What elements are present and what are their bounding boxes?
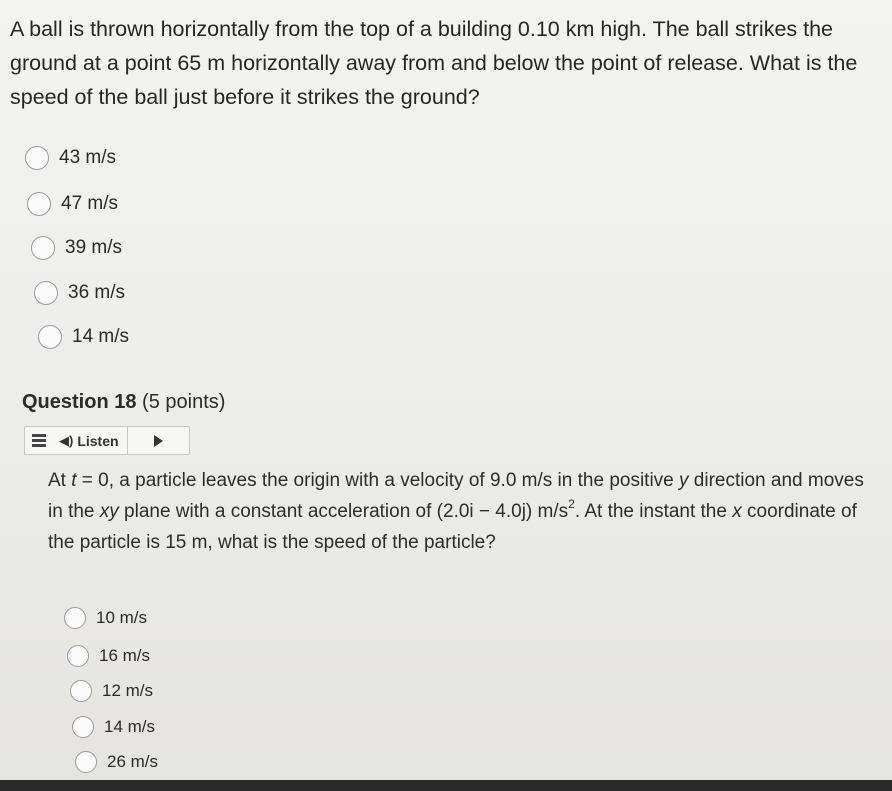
radio-button-icon[interactable] [34, 281, 58, 305]
screen-bottom-edge [0, 780, 892, 791]
q18-option-5[interactable] [75, 751, 158, 773]
q17-option-3[interactable] [31, 236, 122, 260]
q18-option-2-label: 16 m/s [99, 646, 151, 665]
q17-option-4[interactable] [34, 281, 125, 305]
question-17-text: A ball is thrown horizontally from the top of a building 0.10 km high. The ball strikes the ground at a point 65 m horizontally away from and below the point of release. What is the speed of the ball just before it strikes the ground? [10, 17, 858, 109]
q17-option-3-label: 39 m/s [65, 237, 123, 258]
q17-option-2-label: 47 m/s [61, 193, 119, 214]
play-icon [154, 435, 163, 447]
q17-option-1-label: 43 m/s [59, 147, 117, 168]
listen-button[interactable] [53, 427, 128, 454]
q18-option-4[interactable] [72, 716, 155, 738]
q17-option-4-label: 36 m/s [68, 282, 126, 303]
q18-option-4-label: 14 m/s [104, 717, 156, 736]
radio-button-icon[interactable] [27, 192, 51, 216]
listen-toolbar [24, 426, 190, 455]
hamburger-menu-icon[interactable] [25, 427, 53, 454]
q17-option-5-label: 14 m/s [72, 326, 130, 347]
radio-button-icon[interactable] [31, 236, 55, 260]
radio-button-icon[interactable] [67, 645, 89, 667]
radio-button-icon[interactable] [64, 607, 86, 629]
q18-option-3[interactable] [70, 680, 153, 702]
listen-label: Listen [77, 432, 119, 449]
q17-option-2[interactable] [27, 192, 118, 216]
question-18-points: (5 points) [142, 391, 226, 413]
radio-button-icon[interactable] [75, 751, 97, 773]
radio-button-icon[interactable] [25, 146, 49, 170]
q17-option-5[interactable] [38, 325, 129, 349]
q18-option-5-label: 26 m/s [107, 752, 159, 771]
radio-button-icon[interactable] [38, 325, 62, 349]
radio-button-icon[interactable] [72, 716, 94, 738]
q18-option-1[interactable] [64, 607, 147, 629]
radio-button-icon[interactable] [70, 680, 92, 702]
question-18-header [22, 391, 225, 414]
q18-option-1-label: 10 m/s [96, 608, 148, 627]
q17-option-1[interactable] [25, 146, 116, 170]
q18-option-3-label: 12 m/s [102, 681, 154, 700]
q18-option-2[interactable] [67, 645, 150, 667]
play-button[interactable] [128, 427, 189, 454]
question-18-title: Question 18 [22, 391, 137, 413]
question-18-text: At t = 0, a particle leaves the origin with a velocity of 9.0 m/s in the positive y direction and moves in the xy plane with a constant acceleration of (2.0i − 4.0j) $m/s^2$. At the instant the x coordinate of the particle is 15 m, what is the speed of the particle? [48, 470, 864, 553]
speaker-icon: ◀) [59, 432, 74, 448]
